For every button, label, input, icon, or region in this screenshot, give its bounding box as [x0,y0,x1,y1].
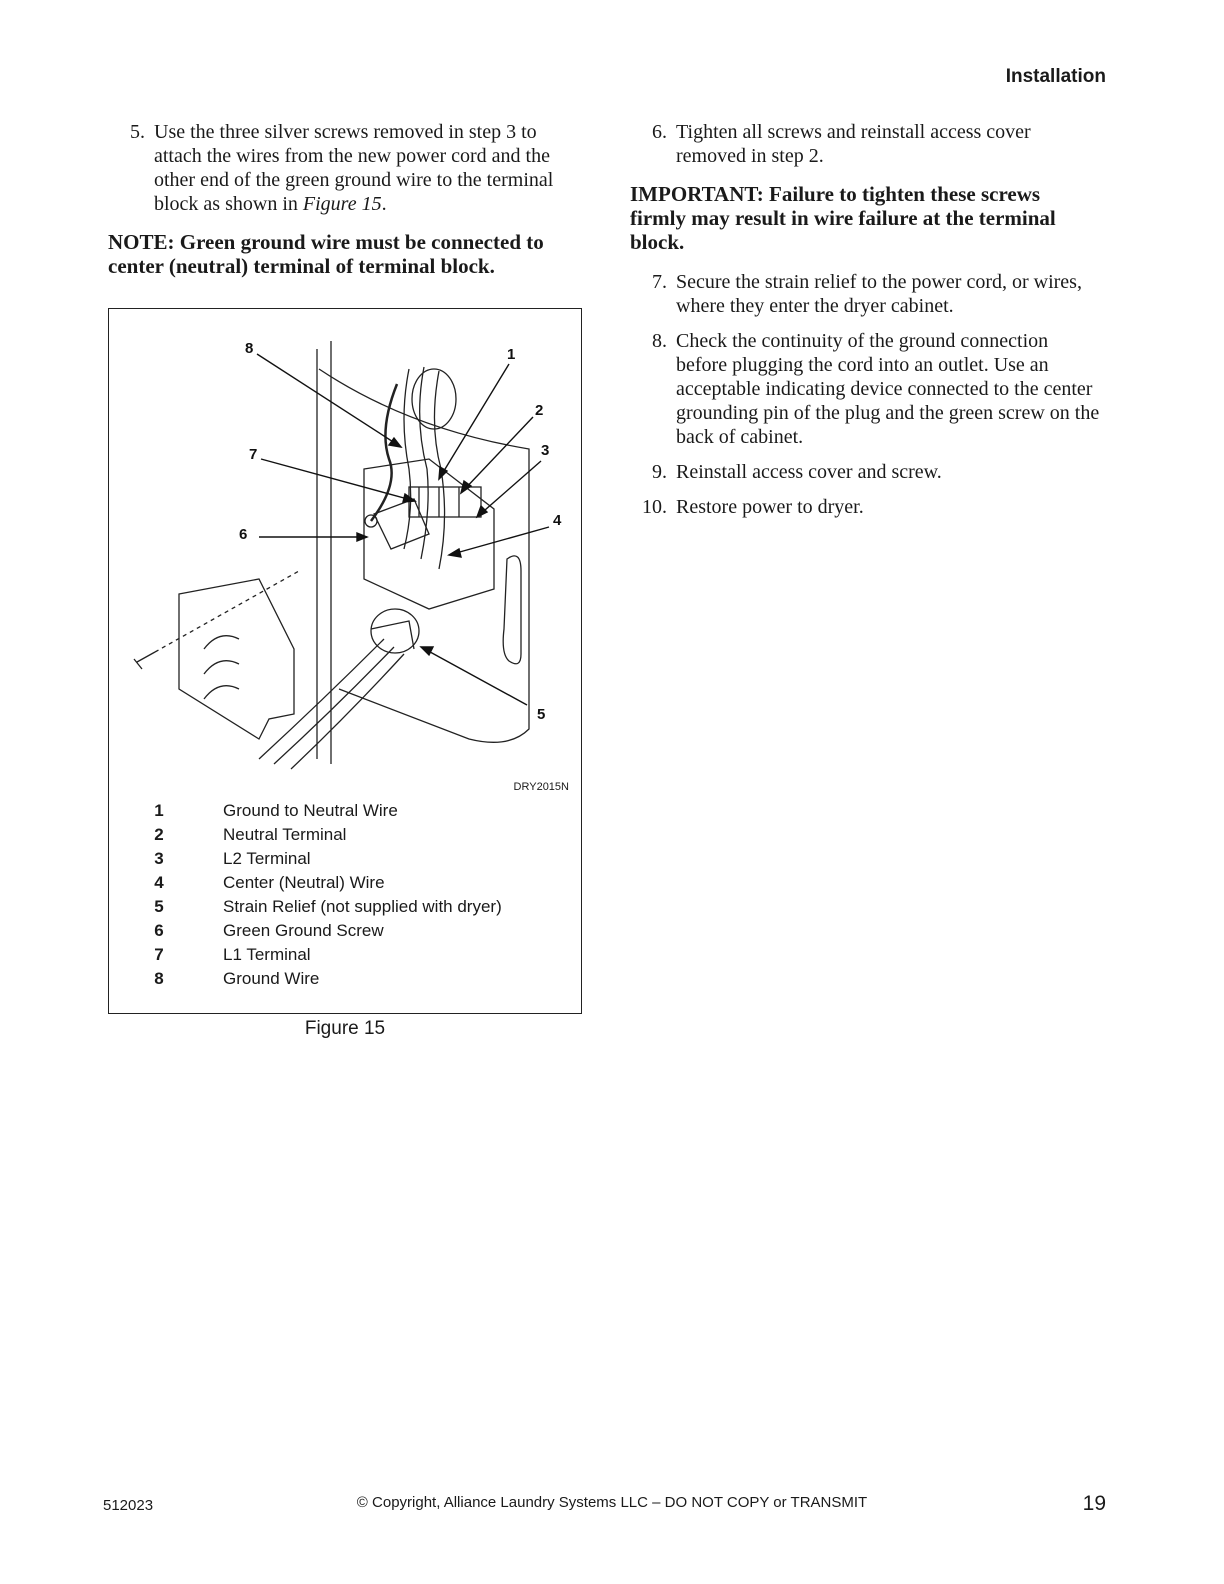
legend-number: 4 [154,873,164,892]
step-text: Reinstall access cover and screw. [676,461,942,483]
footer-doc-number: 512023 [103,1497,154,1514]
step-text-part: Use the three silver screws removed in step 3 to attach the wires from the new power cord and the other end of the green ground wire to the terminal block as shown in [154,121,554,215]
callout-6: 6 [239,526,248,543]
step-text: Check the continuity of the ground connection before plugging the cord into an outlet. Use an acceptable indicating device connected to the center grounding pin of the plug and the green screw on the back of cabinet. [676,330,1100,448]
step-6 [630,120,1100,168]
legend-number: 7 [154,945,164,964]
left-column [108,120,586,294]
figure-legend [149,799,569,991]
footer-copyright: © Copyright, Alliance Laundry Systems LLC – DO NOT COPY or TRANSMIT [356,1494,868,1511]
step-5 [108,120,586,216]
figure-15-box [108,308,582,1014]
callout-8: 8 [245,340,254,357]
legend-row [149,871,569,895]
callout-5: 5 [537,706,546,723]
legend-number: 5 [154,897,164,916]
legend-row [149,943,569,967]
step-10 [630,495,1100,519]
step-text: Tighten all screws and reinstall access cover removed in step 2. [676,121,1031,167]
step-9 [630,460,1100,484]
step-number: 9. [652,461,667,483]
note-text: NOTE: Green ground wire must be connected to center (neutral) terminal of terminal block. [108,230,544,278]
legend-number: 2 [154,825,164,844]
legend-label: Ground Wire [223,969,320,988]
step-number: 8. [652,330,667,352]
callout-1: 1 [507,346,516,363]
legend-number: 6 [154,921,164,940]
section-title: Installation [1005,66,1106,87]
step-number: 7. [652,271,667,293]
step-number: 5. [130,121,145,143]
legend-row [149,847,569,871]
step-number: 10. [642,496,667,518]
legend-row [149,799,569,823]
figure-code: DRY2015N [513,781,569,793]
legend-row [149,919,569,943]
wiring-diagram [109,309,581,789]
legend-number: 1 [154,801,164,820]
legend-label: L1 Terminal [223,945,311,964]
step-text-part: . [381,193,387,215]
legend-label: Center (Neutral) Wire [223,873,385,892]
step-7 [630,270,1100,318]
right-column [630,120,1100,530]
legend-label: Strain Relief (not supplied with dryer) [223,897,502,916]
step-text: Secure the strain relief to the power cord, or wires, where they enter the dryer cabinet. [676,271,1082,317]
callout-3: 3 [541,442,550,459]
step-text: Restore power to dryer. [676,496,864,518]
figure-reference-link[interactable]: Figure 15 [302,193,382,215]
legend-label: Green Ground Screw [223,921,384,940]
legend-number: 3 [154,849,164,868]
important-text: IMPORTANT: Failure to tighten these screws firmly may result in wire failure at the terminal block. [630,182,1056,254]
legend-row [149,895,569,919]
legend-label: Ground to Neutral Wire [223,801,398,820]
step-text [154,120,586,216]
legend-number: 8 [154,969,164,988]
legend-row [149,967,569,991]
step-number: 6. [652,121,667,143]
page-number: 19 [1082,1492,1106,1515]
callout-7: 7 [249,446,258,463]
figure-caption: Figure 15 [304,1018,386,1039]
callout-2: 2 [535,402,544,419]
legend-row [149,823,569,847]
callout-4: 4 [553,512,562,529]
legend-label: Neutral Terminal [223,825,347,844]
legend-label: L2 Terminal [223,849,311,868]
step-8 [630,329,1100,449]
